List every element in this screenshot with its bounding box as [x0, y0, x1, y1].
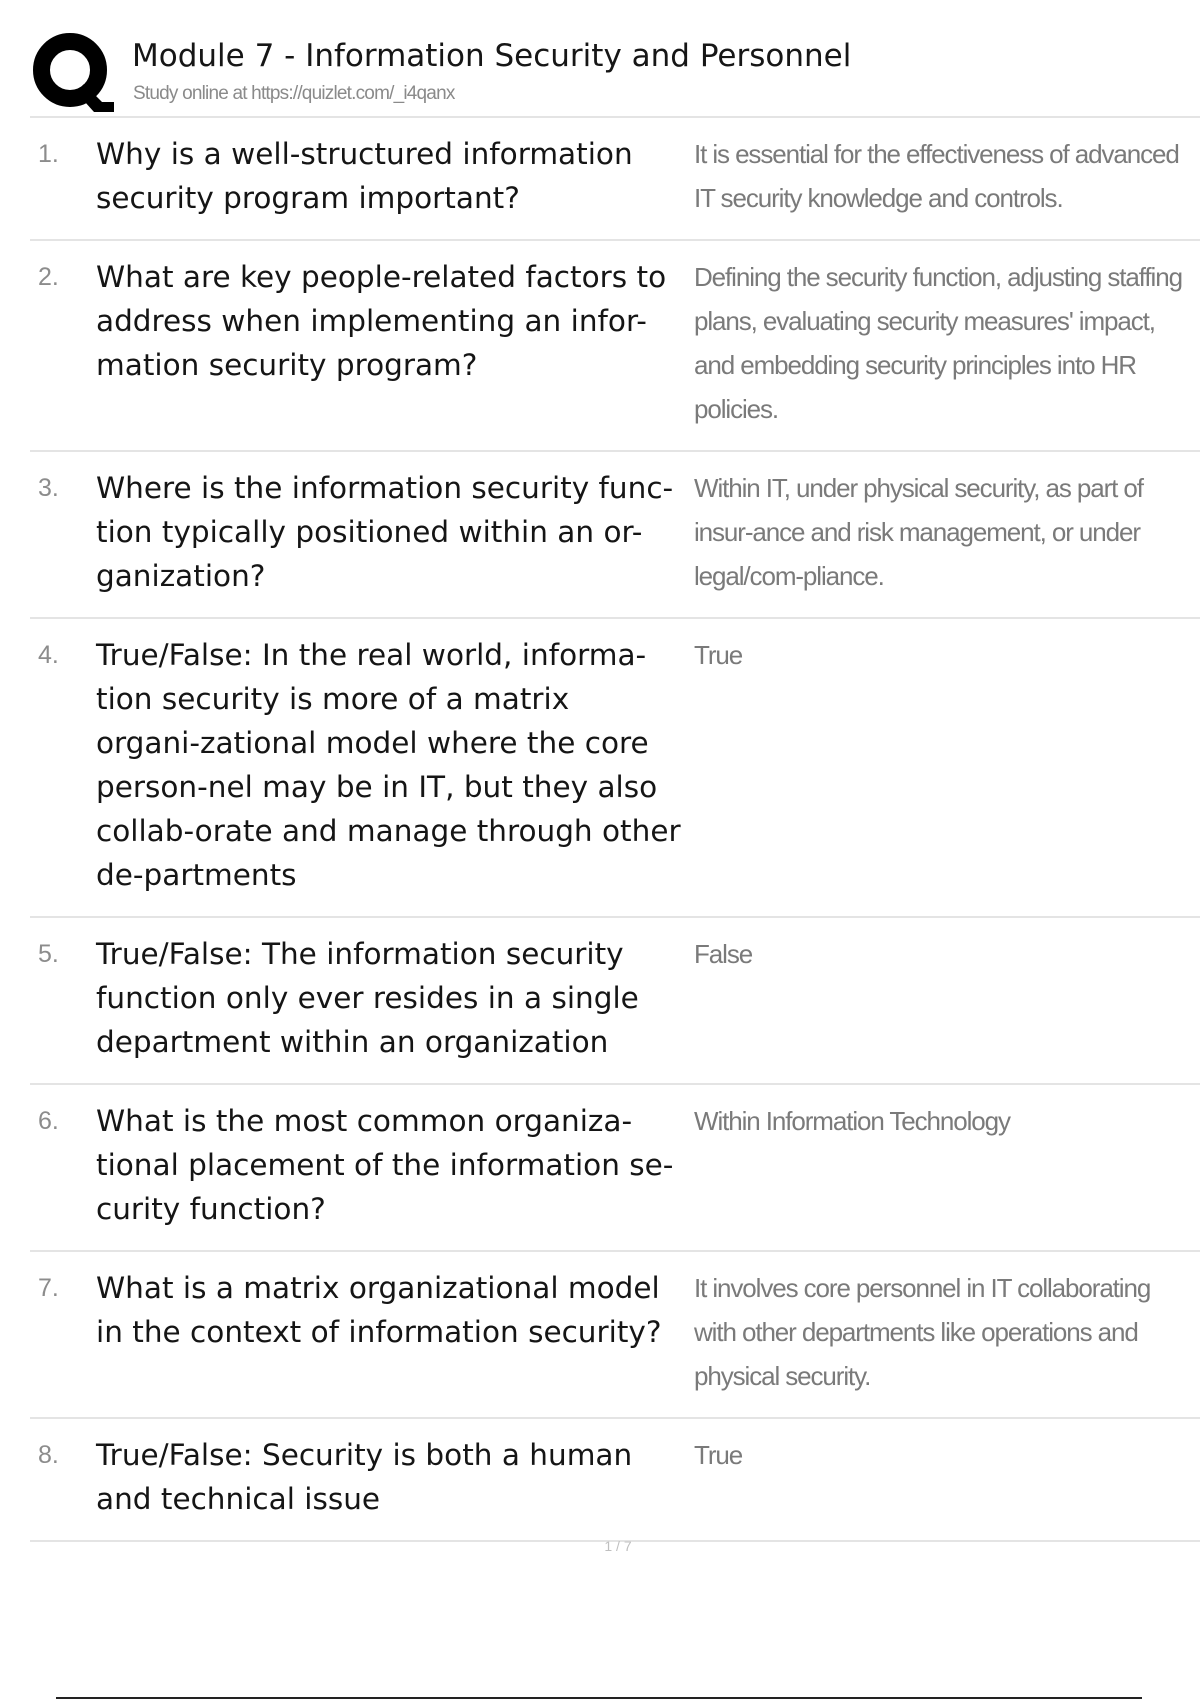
card-term: What are key people-related factors to address when implementing an infor-mation security program? — [96, 260, 667, 382]
card-number: 2. — [38, 263, 59, 291]
bottom-divider — [56, 1697, 1142, 1699]
card-term: Why is a well-structured information security program important? — [96, 137, 633, 215]
flashcard-row — [30, 1085, 1200, 1252]
card-definition: Defining the security function, adjusting staffing plans, evaluating security measures' impact, and embedding security principles into HR policies. — [694, 262, 1182, 424]
card-definition: Within Information Technology — [694, 1106, 1010, 1136]
card-definition: True — [694, 640, 743, 670]
card-definition: It involves core personnel in IT collaborating with other departments like operations and physical security. — [694, 1273, 1151, 1391]
flashcard-row — [30, 241, 1200, 452]
card-number: 4. — [38, 641, 59, 669]
study-online-link[interactable]: Study online at https://quizlet.com/_i4qanx — [133, 83, 455, 104]
card-term: True/False: In the real world, informa-tion security is more of a matrix organi-zational model where the core person-nel may be in IT, but they also collab-orate and manage through other de-partments — [96, 638, 681, 892]
page-title: Module 7 - Information Security and Personnel — [132, 38, 852, 74]
quizlet-logo-icon — [32, 32, 114, 112]
card-term: True/False: The information security function only ever resides in a single department within an organization — [96, 937, 639, 1059]
card-number: 1. — [38, 140, 59, 168]
card-number: 8. — [38, 1441, 59, 1469]
page-header — [30, 30, 1200, 118]
flashcard-row — [30, 452, 1200, 619]
card-definition: False — [694, 939, 753, 969]
card-term: What is the most common organiza-tional placement of the information se-curity function? — [96, 1104, 674, 1226]
card-term: True/False: Security is both a human and technical issue — [96, 1438, 633, 1516]
card-definition: Within IT, under physical security, as part of insur-ance and risk management, or under legal/com-pliance. — [694, 473, 1143, 591]
card-number: 3. — [38, 474, 59, 502]
flashcard-row — [30, 1419, 1200, 1542]
card-term: Where is the information security func-tion typically positioned within an or-ganization? — [96, 471, 674, 593]
card-term: What is a matrix organizational model in the context of information security? — [96, 1271, 662, 1349]
card-definition: It is essential for the effectiveness of advanced IT security knowledge and controls. — [694, 139, 1179, 213]
flashcard-list — [30, 118, 1200, 1542]
card-number: 5. — [38, 940, 59, 968]
card-number: 7. — [38, 1274, 59, 1302]
card-number: 6. — [38, 1107, 59, 1135]
flashcard-row — [30, 1252, 1200, 1419]
flashcard-row — [30, 118, 1200, 241]
flashcard-row — [30, 619, 1200, 918]
card-definition: True — [694, 1440, 743, 1470]
page-number: 1 / 7 — [604, 1538, 632, 1554]
flashcard-row — [30, 918, 1200, 1085]
